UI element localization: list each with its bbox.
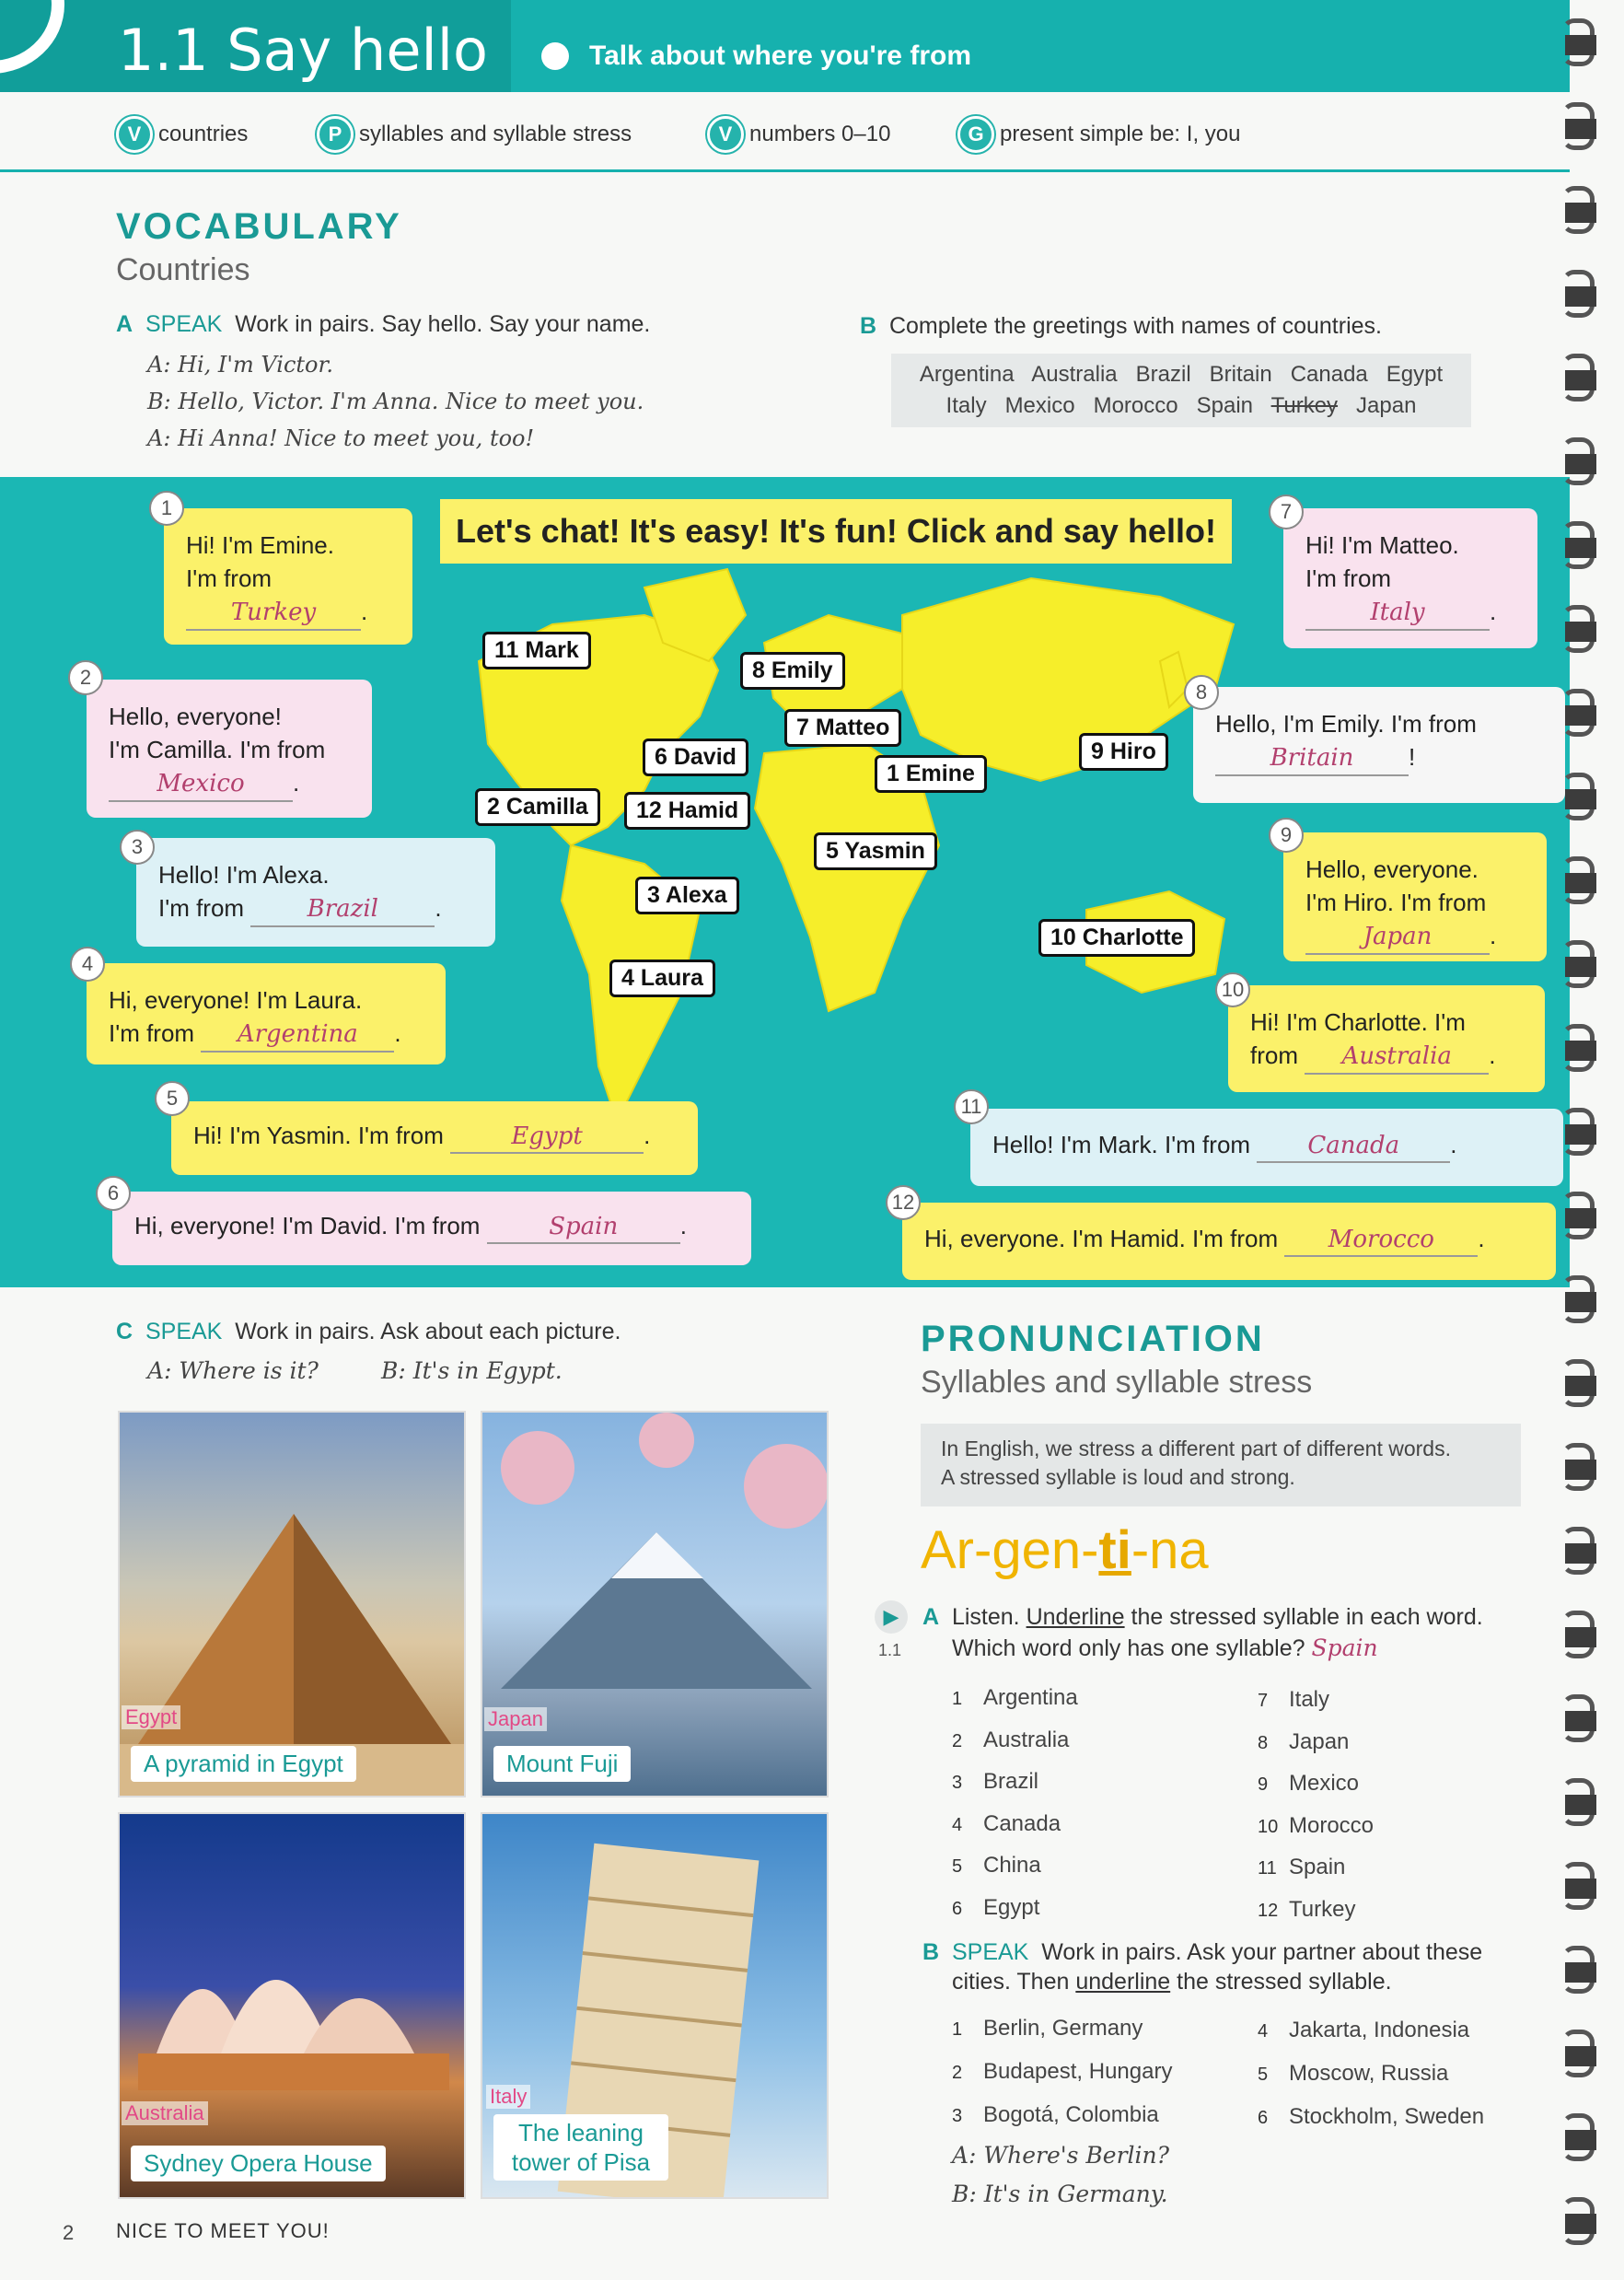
answer-blank: Brazil bbox=[250, 892, 435, 927]
binding-hole bbox=[1565, 1460, 1596, 1480]
word-box-row bbox=[891, 390, 1471, 422]
photo-country-label: Italy bbox=[486, 2085, 530, 2109]
item-number: 8 bbox=[1258, 1732, 1269, 1753]
binding-hole bbox=[1565, 622, 1596, 642]
list-item bbox=[952, 1762, 1078, 1804]
binding-hole bbox=[1565, 789, 1596, 809]
answer-text: Spain bbox=[1311, 1634, 1378, 1661]
answer-blank: Mexico bbox=[109, 767, 293, 802]
answer-blank: Argentina bbox=[201, 1018, 394, 1053]
binding-hole bbox=[1565, 957, 1596, 977]
item-number: 5 bbox=[1258, 2065, 1269, 2085]
punctuation: . bbox=[1490, 922, 1497, 949]
item-word: China bbox=[983, 1853, 1041, 1878]
binding-hole bbox=[1565, 1543, 1596, 1564]
lesson-title: 1.1 Say hello bbox=[118, 17, 488, 84]
focus-item-numbers bbox=[707, 116, 890, 153]
grammar-chip-icon: G bbox=[957, 116, 994, 153]
opera-house-drawing bbox=[120, 1814, 466, 2199]
list-item bbox=[1258, 2009, 1484, 2053]
punctuation: . bbox=[1490, 598, 1497, 625]
item-number: 6 bbox=[952, 1898, 963, 1919]
item-word: Jakarta, Indonesia bbox=[1289, 2018, 1470, 2042]
speech-bubble-1 bbox=[164, 508, 412, 645]
item-word: Mexico bbox=[1289, 1771, 1360, 1796]
pron-chip-icon: P bbox=[317, 116, 354, 153]
stress-example bbox=[921, 1519, 1209, 1581]
bubble-text: from bbox=[1250, 1041, 1298, 1069]
answer-blank: Italy bbox=[1305, 596, 1490, 631]
pronunciation-subheading: Syllables and syllable stress bbox=[921, 1365, 1313, 1400]
vocabulary-subheading: Countries bbox=[116, 252, 250, 287]
instruction-text: the stressed syllable in each word. bbox=[1124, 1604, 1483, 1630]
exercise-c-instruction bbox=[116, 1319, 621, 1345]
item-number: 1 bbox=[952, 2019, 963, 2040]
binding-hole bbox=[1565, 454, 1596, 474]
photo-country-label: Japan bbox=[484, 1707, 547, 1731]
vocab-chip-icon: V bbox=[707, 116, 744, 153]
map-pin-charlotte: 10 Charlotte bbox=[1038, 919, 1195, 957]
bubble-text: I'm from bbox=[1305, 564, 1392, 592]
instruction-text: the stressed syllable. bbox=[1170, 1969, 1392, 1995]
list-item bbox=[1258, 2053, 1484, 2096]
punctuation: . bbox=[1478, 1225, 1485, 1252]
instruction-text: Work in pairs. Say hello. Say your name. bbox=[235, 311, 651, 337]
item-number: 1 bbox=[952, 1689, 963, 1709]
bubble-number: 12 bbox=[886, 1185, 921, 1220]
instruction-text: Work in pairs. Ask about each picture. bbox=[235, 1319, 621, 1344]
focus-item-grammar bbox=[957, 116, 1240, 153]
list-item bbox=[952, 2007, 1172, 2051]
binding-hole bbox=[1565, 2130, 1596, 2150]
answer-blank: Morocco bbox=[1284, 1224, 1478, 1257]
speech-bubble-6 bbox=[112, 1192, 751, 1265]
binding-hole bbox=[1565, 1124, 1596, 1145]
list-item bbox=[1258, 1847, 1374, 1890]
speech-bubble-8 bbox=[1193, 687, 1565, 803]
word-list-right bbox=[1258, 1680, 1374, 1931]
item-number: 7 bbox=[1258, 1691, 1269, 1711]
binding-hole bbox=[1565, 1292, 1596, 1312]
bubble-text: Hello! I'm Alexa. bbox=[158, 861, 330, 889]
binding-hole bbox=[1565, 119, 1596, 139]
speech-bubble-10 bbox=[1228, 985, 1545, 1092]
exercise-b-pron-instruction bbox=[922, 1937, 1530, 1996]
dialogue-line: A: Hi Anna! Nice to meet you, too! bbox=[147, 425, 535, 451]
instruction-underlined: underline bbox=[1075, 1969, 1171, 1995]
bubble-text: Hi! I'm Yasmin. I'm from bbox=[193, 1122, 444, 1149]
bubble-text: Hi! I'm Emine. bbox=[186, 531, 334, 559]
punctuation: . bbox=[644, 1122, 651, 1149]
focus-text: countries bbox=[158, 122, 249, 146]
photo-caption: A pyramid in Egypt bbox=[131, 1746, 356, 1782]
item-word: Japan bbox=[1289, 1728, 1350, 1754]
exercise-label: B bbox=[922, 1939, 940, 1965]
map-pin-mark: 11 Mark bbox=[482, 632, 591, 669]
punctuation: . bbox=[679, 1212, 687, 1239]
list-item bbox=[1258, 1680, 1374, 1722]
exercise-a-instruction bbox=[116, 311, 650, 338]
binding-hole bbox=[1565, 1795, 1596, 1815]
city-list-right bbox=[1258, 2009, 1484, 2139]
item-word: Moscow, Russia bbox=[1289, 2061, 1449, 2086]
punctuation: . bbox=[1450, 1131, 1457, 1158]
speech-bubble-4 bbox=[87, 963, 446, 1064]
list-item bbox=[952, 1804, 1078, 1846]
unit-title: NICE TO MEET YOU! bbox=[116, 2219, 330, 2242]
answer-blank: Britain bbox=[1215, 741, 1409, 776]
bubble-text: I'm from bbox=[158, 894, 245, 922]
vocab-chip-icon: V bbox=[116, 116, 153, 153]
item-number: 3 bbox=[952, 2106, 963, 2126]
photo-caption: Mount Fuji bbox=[493, 1746, 631, 1782]
list-item bbox=[952, 2094, 1172, 2137]
bubble-number: 11 bbox=[954, 1089, 989, 1124]
map-pin-david: 6 David bbox=[643, 739, 748, 776]
bubble-text: Hi, everyone! I'm David. I'm from bbox=[134, 1212, 481, 1239]
bubble-text: Hello, I'm Emily. I'm from bbox=[1215, 710, 1477, 738]
bubble-text: I'm Hiro. I'm from bbox=[1305, 889, 1487, 916]
photo-sydney-opera-house bbox=[118, 1812, 466, 2199]
dialogue-question: A: Where is it? bbox=[147, 1357, 319, 1384]
item-word: Morocco bbox=[1289, 1812, 1375, 1838]
photo-country-label: Australia bbox=[122, 2101, 208, 2125]
binding-hole bbox=[1565, 1962, 1596, 1983]
info-line: In English, we stress a different part of different words. bbox=[941, 1437, 1451, 1460]
instruction-text: Work in pairs. Ask your partner about these bbox=[1041, 1939, 1483, 1965]
bubble-text: Hi! I'm Charlotte. I'm bbox=[1250, 1008, 1466, 1036]
list-item bbox=[1258, 2096, 1484, 2139]
city-list-left bbox=[952, 2007, 1172, 2137]
bubble-number: 1 bbox=[149, 491, 184, 526]
answer-blank: Japan bbox=[1305, 920, 1490, 955]
word-list-left bbox=[952, 1678, 1078, 1929]
binding-hole bbox=[1565, 1627, 1596, 1647]
bubble-number: 8 bbox=[1184, 675, 1219, 710]
answer-blank: Canada bbox=[1257, 1130, 1450, 1163]
bubble-text: I'm from bbox=[186, 564, 273, 592]
header-divider bbox=[0, 169, 1570, 172]
item-word: Argentina bbox=[983, 1685, 1078, 1710]
map-pin-alexa: 3 Alexa bbox=[635, 877, 739, 914]
item-number: 2 bbox=[952, 2063, 963, 2083]
map-pin-hamid: 12 Hamid bbox=[624, 792, 750, 830]
dialogue-line: A: Hi, I'm Victor. bbox=[147, 352, 333, 378]
exercise-b-instruction bbox=[860, 313, 1382, 340]
list-item bbox=[952, 2051, 1172, 2094]
syllable: -na bbox=[1131, 1520, 1209, 1580]
answer-blank: Australia bbox=[1305, 1040, 1489, 1075]
binding-hole bbox=[1565, 1711, 1596, 1731]
bubble-number: 3 bbox=[120, 830, 155, 865]
pronunciation-heading: PRONUNCIATION bbox=[921, 1319, 1265, 1359]
punctuation: . bbox=[361, 598, 368, 625]
speech-bubble-3 bbox=[136, 838, 495, 947]
map-pin-yasmin: 5 Yasmin bbox=[814, 832, 937, 870]
instruction-text: cities. Then bbox=[952, 1969, 1076, 1995]
punctuation: ! bbox=[1409, 743, 1416, 771]
photo-caption: The leaning tower of Pisa bbox=[493, 2114, 668, 2181]
word-box bbox=[891, 354, 1471, 427]
item-number: 6 bbox=[1258, 2108, 1269, 2128]
binding-hole bbox=[1565, 1041, 1596, 1061]
map-pin-hiro: 9 Hiro bbox=[1079, 733, 1168, 771]
answer-blank: Egypt bbox=[450, 1121, 644, 1154]
list-item bbox=[1258, 1763, 1374, 1806]
speech-bubble-9 bbox=[1283, 832, 1547, 961]
mountain-drawing bbox=[482, 1413, 829, 1797]
map-pin-camilla: 2 Camilla bbox=[475, 788, 600, 826]
bubble-text: I'm Camilla. I'm from bbox=[109, 736, 326, 763]
punctuation: . bbox=[1489, 1041, 1496, 1069]
instruction-text: Listen. bbox=[951, 1604, 1027, 1630]
photo-country-label: Egypt bbox=[122, 1705, 180, 1729]
page-number: 2 bbox=[63, 2221, 75, 2244]
item-word: Australia bbox=[983, 1727, 1070, 1752]
item-number: 5 bbox=[952, 1856, 963, 1877]
speech-bubble-7 bbox=[1283, 508, 1537, 648]
list-item bbox=[1258, 1722, 1374, 1764]
bubble-text: Hi, everyone! I'm Laura. bbox=[109, 986, 363, 1014]
map-pin-emine: 1 Emine bbox=[875, 755, 987, 793]
struck-word: Turkey bbox=[1270, 393, 1339, 418]
binding-hole bbox=[1565, 1879, 1596, 1899]
item-number: 10 bbox=[1258, 1816, 1279, 1837]
exercise-label: C bbox=[116, 1319, 133, 1344]
audio-track-number: 1.1 bbox=[878, 1641, 902, 1659]
word-list: Japan bbox=[1338, 393, 1417, 418]
binding-hole bbox=[1565, 2214, 1596, 2234]
binding-hole bbox=[1565, 370, 1596, 390]
item-word: Brazil bbox=[983, 1769, 1039, 1794]
item-word: Stockholm, Sweden bbox=[1289, 2104, 1485, 2129]
item-word: Turkey bbox=[1289, 1896, 1356, 1922]
bubble-text: Hi, everyone. I'm Hamid. I'm from bbox=[924, 1225, 1279, 1252]
focus-item-vocab-countries bbox=[116, 116, 248, 153]
bubble-number: 6 bbox=[96, 1176, 131, 1211]
answer-blank: Spain bbox=[487, 1211, 680, 1244]
exercise-label: A bbox=[116, 311, 133, 337]
bubble-number: 7 bbox=[1269, 494, 1304, 529]
speech-bubble-11 bbox=[970, 1109, 1563, 1186]
stressed-syllable: ti bbox=[1098, 1520, 1131, 1580]
photo-caption: Sydney Opera House bbox=[131, 2146, 386, 2181]
list-item bbox=[952, 1720, 1078, 1762]
item-word: Egypt bbox=[983, 1894, 1040, 1920]
list-item bbox=[952, 1678, 1078, 1720]
instruction-underlined: Underline bbox=[1026, 1604, 1125, 1630]
focus-text: present simple be: I, you bbox=[1000, 122, 1241, 146]
list-item bbox=[1258, 1890, 1374, 1932]
binding-hole bbox=[1565, 705, 1596, 726]
bubble-number: 10 bbox=[1215, 972, 1250, 1007]
item-word: Bogotá, Colombia bbox=[983, 2102, 1159, 2127]
speech-bubble-5 bbox=[171, 1101, 698, 1175]
item-number: 12 bbox=[1258, 1900, 1279, 1921]
binding-hole bbox=[1565, 35, 1596, 55]
speak-label: SPEAK bbox=[145, 1319, 223, 1344]
item-number: 11 bbox=[1258, 1858, 1277, 1879]
binding-hole bbox=[1565, 1208, 1596, 1228]
list-item bbox=[952, 1888, 1078, 1930]
bubble-text: Hi! I'm Matteo. bbox=[1305, 531, 1459, 559]
item-word: Canada bbox=[983, 1810, 1061, 1836]
item-word: Budapest, Hungary bbox=[983, 2059, 1173, 2084]
item-word: Italy bbox=[1289, 1687, 1330, 1712]
speak-label: SPEAK bbox=[145, 311, 223, 337]
bubble-text: Hello, everyone. bbox=[1305, 855, 1479, 883]
dialogue-line: B: Hello, Victor. I'm Anna. Nice to meet you. bbox=[147, 389, 644, 414]
speech-bubble-2 bbox=[87, 680, 372, 818]
pyramid-drawing bbox=[120, 1413, 466, 1797]
binding-hole bbox=[1565, 873, 1596, 893]
dialogue-answer: B: It's in Egypt. bbox=[381, 1357, 563, 1384]
focus-text: numbers 0–10 bbox=[749, 122, 891, 146]
bubble-text: Hello, everyone! bbox=[109, 703, 282, 730]
lesson-goal: Talk about where you're from bbox=[589, 41, 971, 71]
answer-blank: Turkey bbox=[186, 596, 361, 631]
item-number: 9 bbox=[1258, 1774, 1269, 1795]
audio-speaker-icon[interactable]: ▶ bbox=[875, 1600, 908, 1634]
focus-text: syllables and syllable stress bbox=[359, 122, 632, 146]
item-word: Berlin, Germany bbox=[983, 2016, 1143, 2041]
word-box-row: Argentina Australia Brazil Britain Canada Egypt bbox=[919, 362, 1444, 387]
word-list: Italy Mexico Morocco Spain bbox=[945, 393, 1271, 418]
binding-hole bbox=[1565, 286, 1596, 307]
dialogue-question: A: Where's Berlin? bbox=[952, 2142, 1170, 2169]
item-number: 4 bbox=[952, 1814, 963, 1835]
list-item bbox=[952, 1845, 1078, 1888]
focus-item-pronunciation bbox=[317, 116, 632, 153]
vocabulary-heading: VOCABULARY bbox=[116, 206, 402, 247]
item-number: 2 bbox=[952, 1730, 963, 1751]
binding-hole bbox=[1565, 1376, 1596, 1396]
punctuation: . bbox=[394, 1019, 401, 1047]
exercise-label: B bbox=[860, 313, 877, 339]
instruction-text: Which word only has one syllable? bbox=[952, 1635, 1305, 1661]
syllable: Ar-gen- bbox=[921, 1520, 1099, 1580]
item-number: 3 bbox=[952, 1773, 963, 1793]
exercise-a-pron-instruction bbox=[922, 1602, 1530, 1664]
bubble-number: 2 bbox=[68, 660, 103, 695]
photo-mount-fuji bbox=[481, 1411, 829, 1797]
photo-pyramid bbox=[118, 1411, 466, 1797]
binding-hole bbox=[1565, 2046, 1596, 2066]
map-pin-emily: 8 Emily bbox=[740, 652, 845, 690]
chat-banner: Let's chat! It's easy! It's fun! Click and say hello! bbox=[440, 499, 1232, 564]
dialogue-answer: B: It's in Germany. bbox=[952, 2181, 1168, 2207]
item-number: 4 bbox=[1258, 2021, 1269, 2042]
exercise-label: A bbox=[922, 1604, 940, 1630]
list-item bbox=[1258, 1806, 1374, 1848]
item-word: Spain bbox=[1289, 1855, 1346, 1879]
info-line: A stressed syllable is loud and strong. bbox=[941, 1465, 1295, 1489]
bubble-text: I'm from bbox=[109, 1019, 195, 1047]
bubble-number: 5 bbox=[155, 1081, 190, 1116]
punctuation: . bbox=[435, 894, 442, 922]
speak-label: SPEAK bbox=[951, 1939, 1029, 1965]
speech-bubble-12 bbox=[902, 1203, 1556, 1280]
binding-hole bbox=[1565, 538, 1596, 558]
bubble-text: Hello! I'm Mark. I'm from bbox=[992, 1131, 1251, 1158]
punctuation: . bbox=[293, 769, 300, 797]
bubble-number: 9 bbox=[1269, 818, 1304, 853]
bubble-number: 4 bbox=[70, 947, 105, 982]
map-pin-laura: 4 Laura bbox=[609, 960, 715, 997]
instruction-text: Complete the greetings with names of countries. bbox=[888, 313, 1382, 339]
binding-hole bbox=[1565, 203, 1596, 223]
map-pin-matteo: 7 Matteo bbox=[784, 709, 901, 747]
pronunciation-info-box bbox=[921, 1424, 1521, 1506]
goal-bullet-icon bbox=[541, 42, 569, 70]
